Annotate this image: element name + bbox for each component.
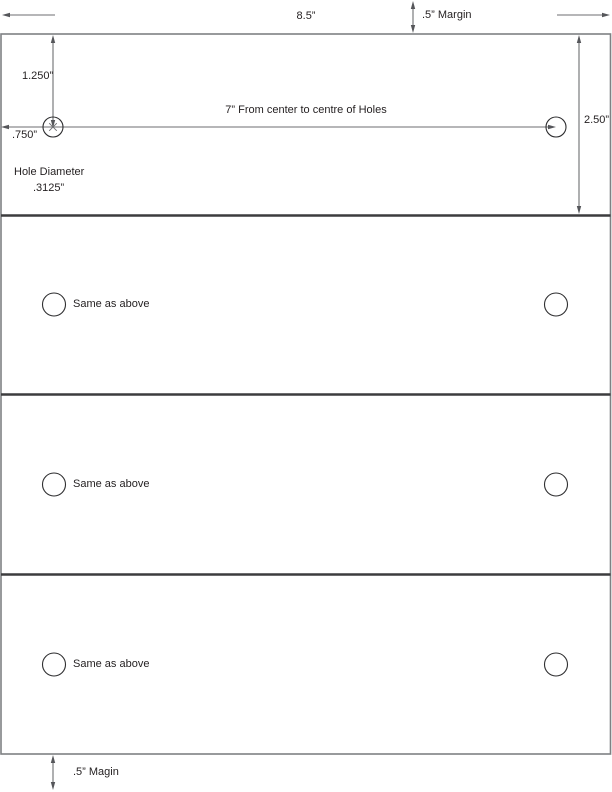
- arrowhead-left-icon: [1, 125, 9, 129]
- bottom-margin-dimension-arrow: [51, 755, 55, 790]
- hole-spacing-dimension: [1, 125, 556, 129]
- hole-row2-left: [43, 293, 66, 316]
- arrowhead-right-icon: [602, 13, 610, 17]
- hole-row2-right: [545, 293, 568, 316]
- page-width-arrow-right: [557, 13, 610, 17]
- hole-row4-right: [545, 653, 568, 676]
- hole-row3-left: [43, 473, 66, 496]
- arrowhead-up-icon: [577, 35, 581, 43]
- hole-top-offset-label: 1.250”: [22, 70, 54, 82]
- arrowhead-down-icon: [51, 782, 55, 790]
- hole-row3-right: [545, 473, 568, 496]
- top-margin-dimension-arrow: [411, 1, 415, 33]
- page-width-label: 8.5”: [296, 10, 316, 22]
- hole-diameter-value: .3125”: [33, 182, 65, 194]
- page-width-arrow-left: [2, 13, 55, 17]
- hole-diameter-title: Hole Diameter: [14, 166, 85, 178]
- arrowhead-right-icon: [548, 125, 556, 129]
- arrowhead-down-icon: [411, 25, 415, 33]
- arrowhead-down-icon: [577, 206, 581, 214]
- arrowhead-up-icon: [51, 755, 55, 763]
- bottom-margin-label: .5” Magin: [73, 766, 119, 778]
- section-4-label: Same as above: [73, 658, 150, 670]
- section-height-label: 2.50”: [584, 114, 610, 126]
- hole-left-offset-label: .750”: [12, 129, 38, 141]
- section-2-label: Same as above: [73, 298, 150, 310]
- hole-row4-left: [43, 653, 66, 676]
- arrowhead-up-icon: [411, 1, 415, 9]
- arrowhead-up-icon: [51, 35, 55, 43]
- section-3-label: Same as above: [73, 478, 150, 490]
- top-margin-label: .5” Margin: [422, 9, 472, 21]
- hole-spacing-label: 7” From center to centre of Holes: [225, 104, 387, 116]
- section-height-dimension: [577, 35, 581, 214]
- arrowhead-left-icon: [2, 13, 10, 17]
